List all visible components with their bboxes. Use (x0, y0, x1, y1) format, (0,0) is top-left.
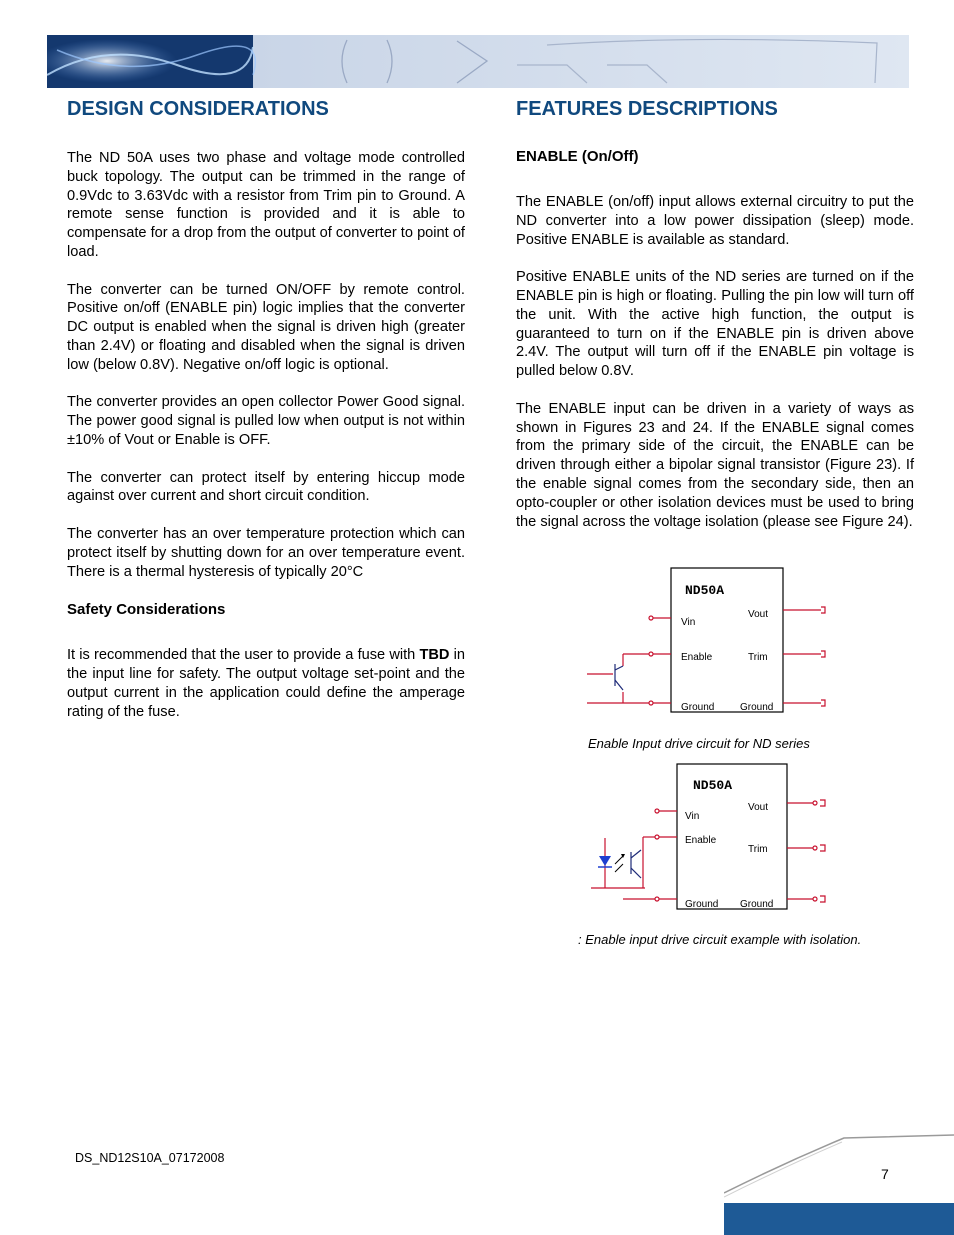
figure-1-circuit (585, 566, 835, 716)
enable-pin-label: Enable (685, 835, 717, 846)
header-banner (47, 35, 909, 88)
trim-pin-label: Trim (748, 652, 768, 663)
design-paragraph-5: The converter has an over temperature protection which can protect itself by shutting down for an over temperature event. There is a thermal hysteresis of typically 20°C (67, 525, 465, 580)
vin-pin-label: Vin (681, 617, 696, 628)
enable-subheading: ENABLE (On/Off) (516, 148, 639, 165)
design-considerations-heading: DESIGN CONSIDERATIONS (67, 98, 329, 120)
safety-text-post: in the input line for safety. The output voltage set-point and the output current in the application could define the amperage rating of the fuse. (67, 647, 465, 720)
enable-paragraph-3: The ENABLE input can be driven in a variety of ways as shown in Figures 23 and 24. If the ENABLE signal comes from the primary side of the circuit, the ENABLE can be driven through either a bipolar signal transistor (Figure 23). If the enable signal comes from the secondary side, then an opto-coupler or other isolation devices must be used to bring the signal across the voltage isolation (please see Figure 24). (516, 400, 914, 530)
vout-pin-label: Vout (748, 802, 769, 813)
right-column (516, 97, 914, 550)
safety-text-bold: TBD (419, 647, 450, 664)
ground-right-label: Ground (740, 702, 774, 713)
figure-2-circuit (585, 760, 835, 915)
page-number: 7 (881, 1166, 889, 1182)
module-label: ND50A (693, 778, 733, 793)
enable-paragraph-1: The ENABLE (on/off) input allows external circuitry to put the ND converter into a low power dissipation (sleep) mode. Positive ENABLE is available as standard. (516, 194, 914, 248)
document-id: DS_ND12S10A_07172008 (75, 1151, 225, 1165)
design-paragraph-2: The converter can be turned ON/OFF by remote control. Positive on/off (ENABLE pin) logic implies that the converter DC output is enabled when the signal is driven high (greater than 2.4V) or floating and disabled when the signal is driven low (below 0.8V). Negative on/off logic is optional. (67, 281, 465, 373)
safety-heading: Safety Considerations (67, 601, 226, 619)
ground-left-label: Ground (685, 899, 719, 910)
design-paragraph-3: The converter provides an open collector Power Good signal. The power good signal is pulled low when output is not within ±10% of Vout or Enable is OFF. (67, 394, 465, 448)
design-paragraph-1: The ND 50A uses two phase and voltage mode controlled buck topology. The output can be trimmed in the range of 0.9Vdc to 3.63Vdc with a resistor from Trim pin to Ground. A remote sense function is provided and it is able to compensate for a drop from the output of converter to point of load. (67, 150, 465, 260)
enable-pin-label: Enable (681, 652, 713, 663)
vin-pin-label: Vin (685, 811, 700, 822)
footer-corner-graphic (724, 1133, 954, 1235)
safety-paragraph (67, 646, 465, 721)
left-column (67, 97, 465, 740)
ground-left-label: Ground (681, 702, 715, 713)
features-descriptions-heading: FEATURES DESCRIPTIONS (516, 98, 778, 120)
module-label: ND50A (685, 583, 725, 598)
safety-text-pre: It is recommended that the user to provide a fuse with (67, 647, 416, 664)
trim-pin-label: Trim (748, 844, 768, 855)
transistor-icon (615, 664, 623, 690)
enable-paragraph-2: Positive ENABLE units of the ND series are turned on if the ENABLE pin is high or floating. Pulling the pin low will turn off the unit. With the active high function, the output is guaranteed to turn on if the ENABLE pin is driven above 2.4V. The output will turn off if the ENABLE pin voltage is pulled below 0.8V. (516, 269, 914, 380)
design-paragraph-4: The converter can protect itself by entering hiccup mode against over current and short circuit condition. (67, 469, 465, 505)
vout-pin-label: Vout (748, 609, 769, 620)
figure-1-caption: Enable Input drive circuit for ND series (588, 736, 810, 751)
figure-2-caption: : Enable input drive circuit example with isolation. (578, 932, 862, 947)
ground-right-label: Ground (740, 899, 774, 910)
